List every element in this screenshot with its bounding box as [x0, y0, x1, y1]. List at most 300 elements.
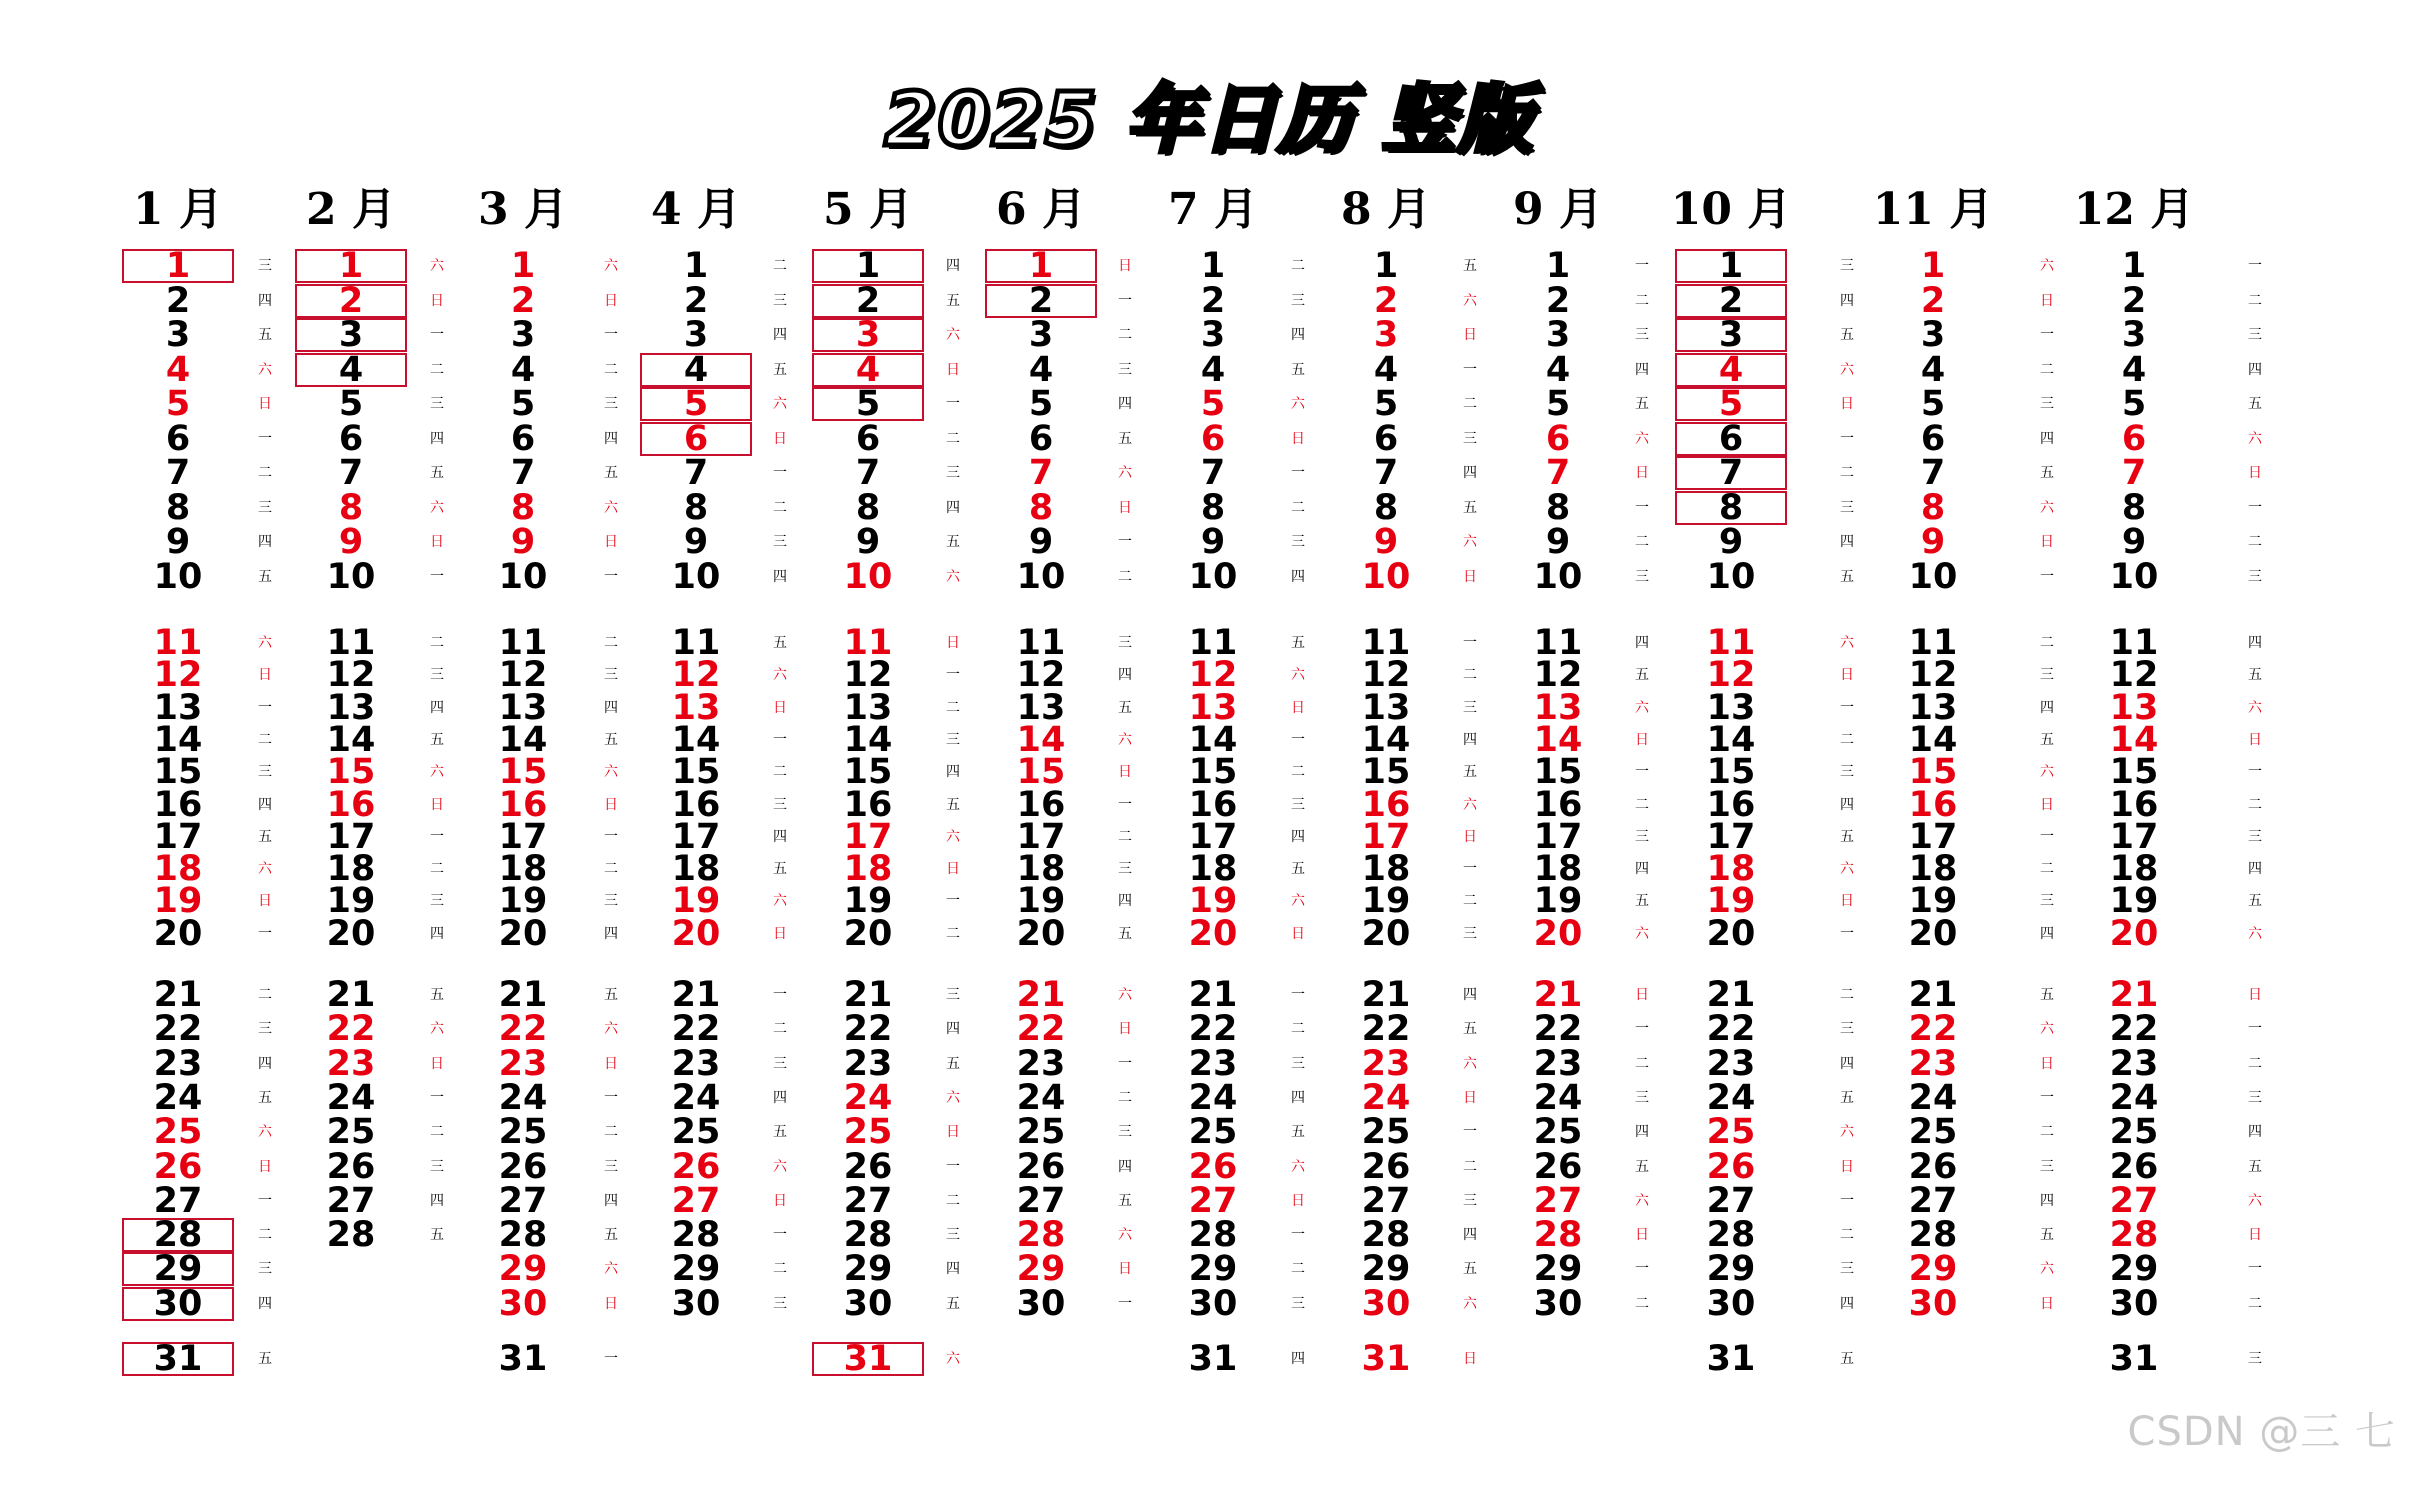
day-number: 1	[1200, 246, 1226, 286]
day-number: 11	[498, 623, 548, 663]
day-number: 3	[1675, 318, 1787, 352]
day-number: 21	[2109, 975, 2159, 1015]
weekday-label: 四	[2040, 699, 2054, 716]
weekday-label: 一	[1118, 1295, 1132, 1312]
day-number: 24	[326, 1077, 376, 1118]
weekday-label: 四	[773, 327, 787, 343]
weekday-label: 四	[604, 925, 618, 942]
weekday-label: 一	[773, 731, 787, 748]
weekday-label: 五	[2248, 667, 2262, 684]
day-number: 4	[1028, 349, 1054, 390]
day-number: 14	[326, 719, 376, 760]
weekday-label: 六	[1291, 1158, 1305, 1175]
weekday-label: 四	[604, 1192, 618, 1209]
day-number: 9	[165, 522, 191, 562]
day-number: 2	[985, 284, 1097, 318]
weekday-label: 四	[430, 699, 444, 716]
weekday-label: 六	[1291, 396, 1305, 412]
weekday-label: 六	[430, 1021, 444, 1038]
weekday-label: 四	[258, 796, 272, 813]
day-number: 24	[498, 1077, 548, 1118]
day-number: 4	[1920, 349, 1946, 390]
day-number: 3	[1373, 315, 1399, 355]
weekday-label: 日	[1291, 699, 1305, 716]
day-number: 28	[1016, 1215, 1066, 1256]
weekday-label: 五	[604, 987, 618, 1003]
day-number: 25	[843, 1112, 893, 1153]
day-number: 1	[1373, 246, 1399, 286]
weekday-label: 一	[946, 667, 960, 684]
weekday-label: 五	[1635, 667, 1649, 684]
weekday-label: 二	[2040, 361, 2054, 378]
weekday-label: 日	[604, 1295, 618, 1312]
weekday-label: 日	[1635, 1227, 1649, 1244]
month-header: 3 月	[478, 184, 568, 235]
day-number: 2	[295, 284, 407, 318]
day-number: 7	[1675, 456, 1787, 490]
weekday-label: 四	[604, 699, 618, 716]
day-number: 5	[1675, 387, 1787, 421]
day-number: 16	[153, 784, 203, 825]
day-number: 18	[1706, 849, 1756, 890]
day-number: 28	[498, 1215, 548, 1256]
weekday-label: 二	[1118, 327, 1132, 343]
weekday-label: 四	[1840, 534, 1854, 550]
weekday-label: 三	[258, 764, 272, 781]
day-number: 27	[671, 1180, 721, 1221]
day-number: 27	[1188, 1180, 1238, 1221]
day-number: 20	[1188, 913, 1238, 954]
day-number: 28	[326, 1215, 376, 1256]
weekday-label: 三	[1840, 764, 1854, 781]
day-number: 2	[510, 280, 536, 321]
day-number: 24	[1706, 1077, 1756, 1118]
day-number: 23	[153, 1043, 203, 1084]
weekday-label: 一	[773, 987, 787, 1003]
weekday-label: 五	[1291, 1124, 1305, 1141]
weekday-label: 四	[1463, 465, 1477, 481]
day-number: 23	[843, 1043, 893, 1084]
weekday-label: 日	[1463, 568, 1477, 585]
weekday-label: 六	[2040, 258, 2054, 274]
day-number: 17	[671, 816, 721, 857]
weekday-label: 五	[1118, 699, 1132, 716]
weekday-label: 日	[604, 292, 618, 309]
weekday-label: 四	[1635, 1124, 1649, 1141]
day-number: 3	[510, 315, 536, 355]
day-number: 18	[1016, 849, 1066, 890]
day-number: 8	[683, 487, 709, 528]
day-number: 20	[1361, 913, 1411, 954]
day-number: 12	[1706, 655, 1756, 696]
day-number: 4	[640, 353, 752, 387]
weekday-label: 二	[946, 1192, 960, 1209]
weekday-label: 一	[2248, 258, 2262, 274]
day-number: 16	[1188, 784, 1238, 825]
weekday-label: 一	[1840, 925, 1854, 942]
weekday-label: 六	[604, 764, 618, 781]
weekday-label: 二	[1118, 828, 1132, 845]
day-number: 26	[1908, 1146, 1958, 1187]
day-number: 12	[1188, 655, 1238, 696]
weekday-label: 一	[2248, 499, 2262, 516]
day-number: 22	[1188, 1009, 1238, 1050]
day-number: 12	[843, 655, 893, 696]
day-number: 30	[1908, 1283, 1958, 1324]
day-number: 24	[1016, 1077, 1066, 1118]
weekday-label: 三	[2248, 828, 2262, 845]
day-number: 31	[1361, 1339, 1411, 1379]
weekday-label: 六	[604, 258, 618, 274]
weekday-label: 三	[430, 1158, 444, 1175]
day-number: 13	[1908, 687, 1958, 728]
day-number: 18	[1361, 849, 1411, 890]
weekday-label: 六	[2040, 764, 2054, 781]
day-number: 8	[1920, 487, 1946, 528]
day-number: 10	[671, 556, 721, 597]
weekday-label: 五	[946, 796, 960, 813]
day-number: 24	[153, 1077, 203, 1118]
weekday-label: 一	[2248, 1261, 2262, 1278]
day-number: 29	[1533, 1249, 1583, 1290]
day-number: 24	[671, 1077, 721, 1118]
weekday-label: 三	[2040, 1158, 2054, 1175]
day-number: 6	[1373, 418, 1399, 459]
weekday-label: 日	[604, 796, 618, 813]
day-number: 17	[153, 816, 203, 857]
weekday-label: 六	[1635, 925, 1649, 942]
day-number: 14	[1908, 719, 1958, 760]
weekday-label: 三	[773, 1295, 787, 1312]
weekday-label: 六	[1635, 699, 1649, 716]
weekday-label: 三	[604, 667, 618, 684]
day-number: 13	[2109, 687, 2159, 728]
day-number: 2	[1373, 280, 1399, 321]
weekday-label: 一	[430, 1089, 444, 1106]
day-number: 19	[1533, 881, 1583, 922]
weekday-label: 日	[1118, 499, 1132, 516]
weekday-label: 二	[946, 699, 960, 716]
day-number: 7	[338, 453, 364, 493]
weekday-label: 三	[773, 292, 787, 309]
weekday-label: 四	[1840, 796, 1854, 813]
weekday-label: 五	[430, 731, 444, 748]
day-number: 23	[1533, 1043, 1583, 1084]
weekday-label: 日	[1118, 1261, 1132, 1278]
weekday-label: 六	[430, 499, 444, 516]
day-number: 23	[498, 1043, 548, 1084]
weekday-label: 五	[258, 1089, 272, 1106]
day-number: 11	[843, 623, 893, 663]
weekday-label: 五	[1463, 499, 1477, 516]
day-number: 21	[1188, 975, 1238, 1015]
day-number: 2	[165, 280, 191, 321]
weekday-label: 五	[604, 465, 618, 481]
day-number: 28	[1533, 1215, 1583, 1256]
day-number: 10	[1706, 556, 1756, 597]
day-number: 21	[671, 975, 721, 1015]
day-number: 20	[326, 913, 376, 954]
weekday-label: 二	[1635, 534, 1649, 550]
day-number: 26	[843, 1146, 893, 1187]
day-number: 31	[2109, 1339, 2159, 1379]
day-number: 12	[671, 655, 721, 696]
day-number: 17	[498, 816, 548, 857]
day-number: 29	[1706, 1249, 1756, 1290]
day-number: 10	[843, 556, 893, 597]
weekday-label: 日	[1840, 1158, 1854, 1175]
day-number: 6	[165, 418, 191, 459]
day-number: 1	[1920, 246, 1946, 286]
day-number: 1	[295, 249, 407, 283]
day-number: 11	[2109, 623, 2159, 663]
day-number: 10	[1533, 556, 1583, 597]
weekday-label: 日	[430, 534, 444, 550]
weekday-label: 三	[1635, 327, 1649, 343]
day-number: 27	[498, 1180, 548, 1221]
weekday-label: 五	[1463, 258, 1477, 274]
weekday-label: 五	[258, 327, 272, 343]
weekday-label: 一	[1463, 1124, 1477, 1141]
weekday-label: 六	[2040, 1261, 2054, 1278]
weekday-label: 四	[258, 534, 272, 550]
weekday-label: 六	[430, 258, 444, 274]
weekday-label: 五	[1635, 396, 1649, 412]
weekday-label: 一	[1463, 361, 1477, 378]
day-number: 2	[812, 284, 924, 318]
day-number: 25	[1533, 1112, 1583, 1153]
day-number: 13	[1533, 687, 1583, 728]
month-header: 10 月	[1670, 184, 1792, 235]
day-number: 14	[1016, 719, 1066, 760]
day-number: 29	[2109, 1249, 2159, 1290]
day-number: 7	[1920, 453, 1946, 493]
day-number: 24	[1533, 1077, 1583, 1118]
weekday-label: 五	[946, 292, 960, 309]
day-number: 3	[1545, 315, 1571, 355]
day-number: 16	[671, 784, 721, 825]
weekday-label: 日	[2040, 1055, 2054, 1072]
weekday-label: 一	[1291, 987, 1305, 1003]
day-number: 12	[1908, 655, 1958, 696]
day-number: 19	[326, 881, 376, 922]
day-number: 16	[1016, 784, 1066, 825]
day-number: 11	[153, 623, 203, 663]
day-number: 8	[855, 487, 881, 528]
day-number: 18	[843, 849, 893, 890]
weekday-label: 一	[258, 430, 272, 447]
day-number: 28	[1188, 1215, 1238, 1256]
weekday-label: 一	[1118, 796, 1132, 813]
weekday-label: 四	[1635, 861, 1649, 878]
day-number: 8	[1200, 487, 1226, 528]
weekday-label: 三	[946, 731, 960, 748]
day-number: 24	[1188, 1077, 1238, 1118]
weekday-label: 四	[1291, 828, 1305, 845]
day-number: 11	[1188, 623, 1238, 663]
day-number: 15	[153, 752, 203, 793]
day-number: 13	[1361, 687, 1411, 728]
weekday-label: 日	[1291, 925, 1305, 942]
weekday-label: 四	[1840, 1055, 1854, 1072]
day-number: 30	[2109, 1283, 2159, 1324]
weekday-label: 日	[946, 861, 960, 878]
day-number: 30	[498, 1283, 548, 1324]
day-number: 6	[338, 418, 364, 459]
day-number: 30	[1533, 1283, 1583, 1324]
weekday-label: 五	[1840, 327, 1854, 343]
day-number: 21	[1706, 975, 1756, 1015]
day-number: 15	[1908, 752, 1958, 793]
weekday-label: 二	[1463, 396, 1477, 412]
day-number: 10	[498, 556, 548, 597]
day-number: 13	[1706, 687, 1756, 728]
day-number: 2	[1675, 284, 1787, 318]
day-number: 4	[1200, 349, 1226, 390]
weekday-label: 五	[2040, 1227, 2054, 1244]
day-number: 7	[510, 453, 536, 493]
weekday-label: 六	[1118, 731, 1132, 748]
day-number: 21	[498, 975, 548, 1015]
day-number: 8	[165, 487, 191, 528]
day-number: 4	[2121, 349, 2147, 390]
weekday-label: 三	[946, 987, 960, 1003]
day-number: 3	[1920, 315, 1946, 355]
weekday-label: 四	[2040, 925, 2054, 942]
day-number: 2	[2121, 280, 2147, 321]
month-header: 6 月	[996, 184, 1086, 235]
day-number: 26	[1188, 1146, 1238, 1187]
weekday-label: 二	[604, 361, 618, 378]
day-number: 13	[671, 687, 721, 728]
day-number: 14	[2109, 719, 2159, 760]
weekday-label: 六	[773, 893, 787, 910]
day-number: 8	[1545, 487, 1571, 528]
weekday-label: 一	[1635, 1261, 1649, 1278]
day-number: 6	[2121, 418, 2147, 459]
weekday-label: 二	[773, 258, 787, 274]
day-number: 14	[1361, 719, 1411, 760]
day-number: 26	[498, 1146, 548, 1187]
day-number: 18	[2109, 849, 2159, 890]
weekday-label: 六	[2040, 1021, 2054, 1038]
day-number: 4	[165, 349, 191, 390]
weekday-label: 六	[258, 361, 272, 378]
day-number: 6	[1920, 418, 1946, 459]
weekday-label: 六	[1118, 987, 1132, 1003]
weekday-label: 三	[2040, 667, 2054, 684]
weekday-label: 日	[1463, 1089, 1477, 1106]
day-number: 31	[122, 1342, 234, 1376]
weekday-label: 二	[2248, 1295, 2262, 1312]
day-number: 23	[1188, 1043, 1238, 1084]
day-number: 6	[855, 418, 881, 459]
weekday-label: 一	[1840, 699, 1854, 716]
weekday-label: 四	[1840, 292, 1854, 309]
weekday-label: 五	[1463, 1021, 1477, 1038]
day-number: 7	[1545, 453, 1571, 493]
weekday-label: 日	[258, 1158, 272, 1175]
day-number: 5	[1920, 384, 1946, 424]
weekday-label: 一	[604, 1351, 618, 1367]
weekday-label: 六	[773, 1158, 787, 1175]
day-number: 15	[1533, 752, 1583, 793]
weekday-label: 六	[1840, 1124, 1854, 1141]
weekday-label: 三	[946, 465, 960, 481]
day-number: 31	[498, 1339, 548, 1379]
day-number: 24	[843, 1077, 893, 1118]
weekday-label: 日	[773, 430, 787, 447]
day-number: 22	[1016, 1009, 1066, 1050]
weekday-label: 三	[2248, 327, 2262, 343]
day-number: 29	[498, 1249, 548, 1290]
weekday-label: 日	[430, 796, 444, 813]
weekday-label: 二	[2248, 1055, 2262, 1072]
day-number: 30	[1188, 1283, 1238, 1324]
weekday-label: 三	[1291, 292, 1305, 309]
day-number: 4	[1675, 353, 1787, 387]
weekday-label: 日	[2040, 292, 2054, 309]
weekday-label: 二	[1118, 1089, 1132, 1106]
day-number: 18	[498, 849, 548, 890]
day-number: 25	[671, 1112, 721, 1153]
weekday-label: 三	[946, 1227, 960, 1244]
day-number: 14	[1533, 719, 1583, 760]
day-number: 22	[2109, 1009, 2159, 1050]
weekday-label: 四	[1463, 731, 1477, 748]
weekday-label: 三	[1291, 796, 1305, 813]
day-number: 9	[338, 522, 364, 562]
day-number: 18	[671, 849, 721, 890]
weekday-label: 三	[430, 396, 444, 412]
day-number: 15	[498, 752, 548, 793]
weekday-label: 五	[1840, 1089, 1854, 1106]
day-number: 27	[153, 1180, 203, 1221]
weekday-label: 三	[1291, 534, 1305, 550]
weekday-label: 二	[430, 1124, 444, 1141]
weekday-label: 一	[946, 893, 960, 910]
day-number: 9	[855, 522, 881, 562]
weekday-label: 一	[2040, 1089, 2054, 1106]
month-header: 11 月	[1872, 184, 1994, 235]
day-number: 11	[1533, 623, 1583, 663]
weekday-label: 六	[2248, 925, 2262, 942]
weekday-label: 三	[604, 396, 618, 412]
weekday-label: 三	[2248, 1089, 2262, 1106]
weekday-label: 六	[2040, 499, 2054, 516]
day-number: 26	[326, 1146, 376, 1187]
weekday-label: 三	[1118, 361, 1132, 378]
weekday-label: 日	[1635, 987, 1649, 1003]
weekday-label: 四	[1291, 1089, 1305, 1106]
weekday-label: 六	[946, 1351, 960, 1367]
weekday-label: 二	[604, 861, 618, 878]
weekday-label: 一	[2248, 1021, 2262, 1038]
weekday-label: 一	[2040, 828, 2054, 845]
month-header: 9 月	[1513, 184, 1603, 235]
day-number: 20	[843, 913, 893, 954]
day-number: 15	[1361, 752, 1411, 793]
day-number: 29	[1016, 1249, 1066, 1290]
day-number: 25	[498, 1112, 548, 1153]
day-number: 2	[683, 280, 709, 321]
day-number: 26	[1533, 1146, 1583, 1187]
day-number: 19	[1016, 881, 1066, 922]
month-header: 5 月	[823, 184, 913, 235]
day-number: 14	[843, 719, 893, 760]
day-number: 31	[1706, 1339, 1756, 1379]
day-number: 11	[1908, 623, 1958, 663]
